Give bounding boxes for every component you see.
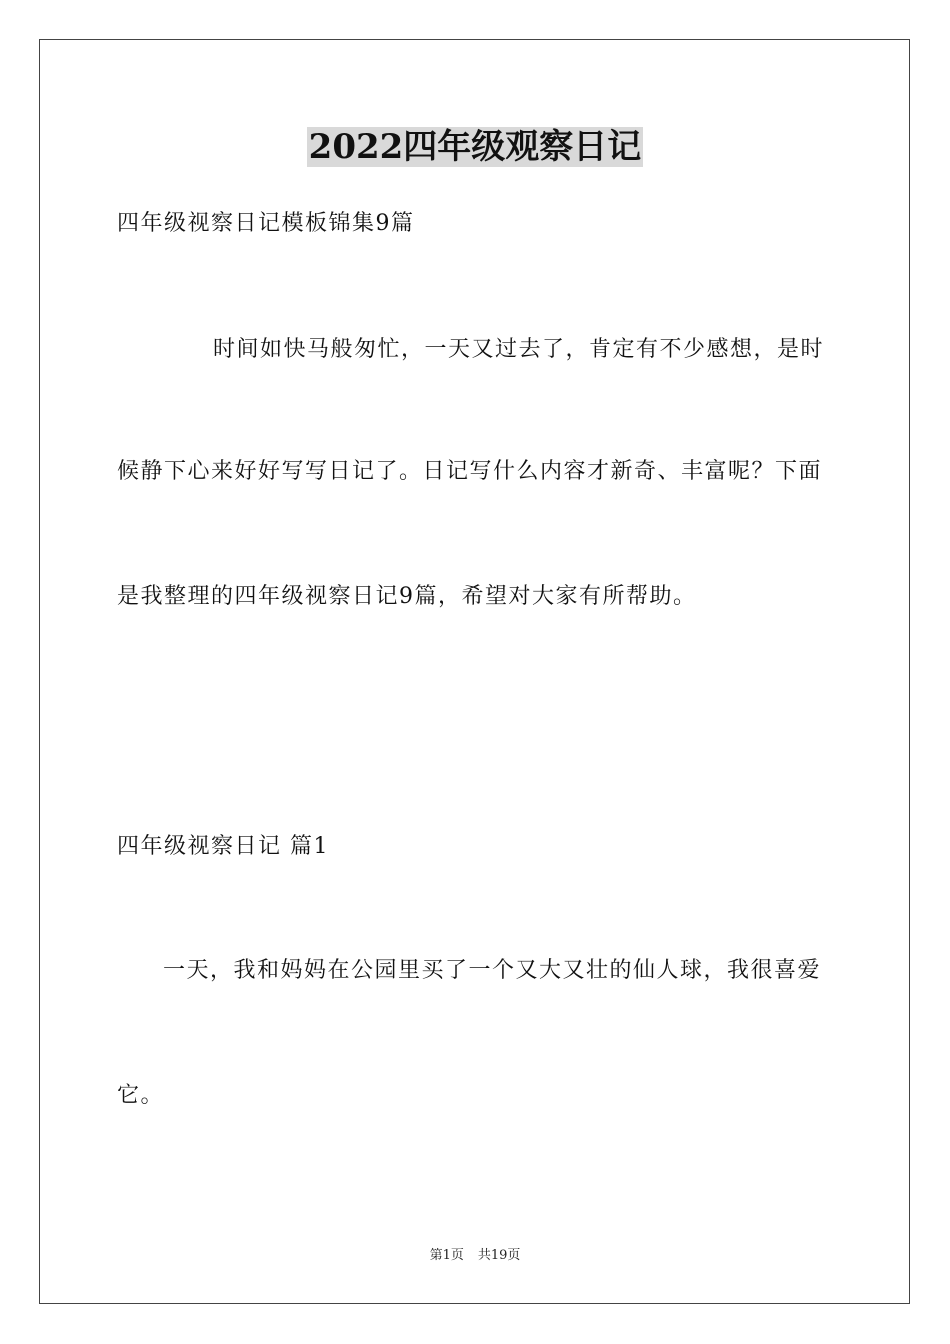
- intro-line-1: 时间如快马般匆忙，一天又过去了，肯定有不少感想，是时: [213, 337, 825, 362]
- intro-line-3: 是我整理的四年级视察日记9篇，希望对大家有所帮助。: [117, 584, 697, 609]
- document-title: [0, 124, 950, 170]
- document-subtitle: 四年级视察日记模板锦集9篇: [117, 211, 415, 236]
- page-total: 共19页: [477, 1248, 521, 1263]
- intro-line-2: 候静下心来好好写写日记了。日记写什么内容才新奇、丰富呢？下面: [117, 459, 823, 484]
- section-heading: 四年级视察日记 篇1: [117, 834, 329, 859]
- body-line-2: 它。: [117, 1083, 165, 1108]
- page-number: 第1页: [429, 1248, 464, 1263]
- body-line-1: 一天，我和妈妈在公园里买了一个又大又壮的仙人球，我很喜爱: [163, 958, 822, 983]
- document-title-text: 2022四年级观察日记: [308, 127, 642, 167]
- page-footer: [0, 1247, 950, 1265]
